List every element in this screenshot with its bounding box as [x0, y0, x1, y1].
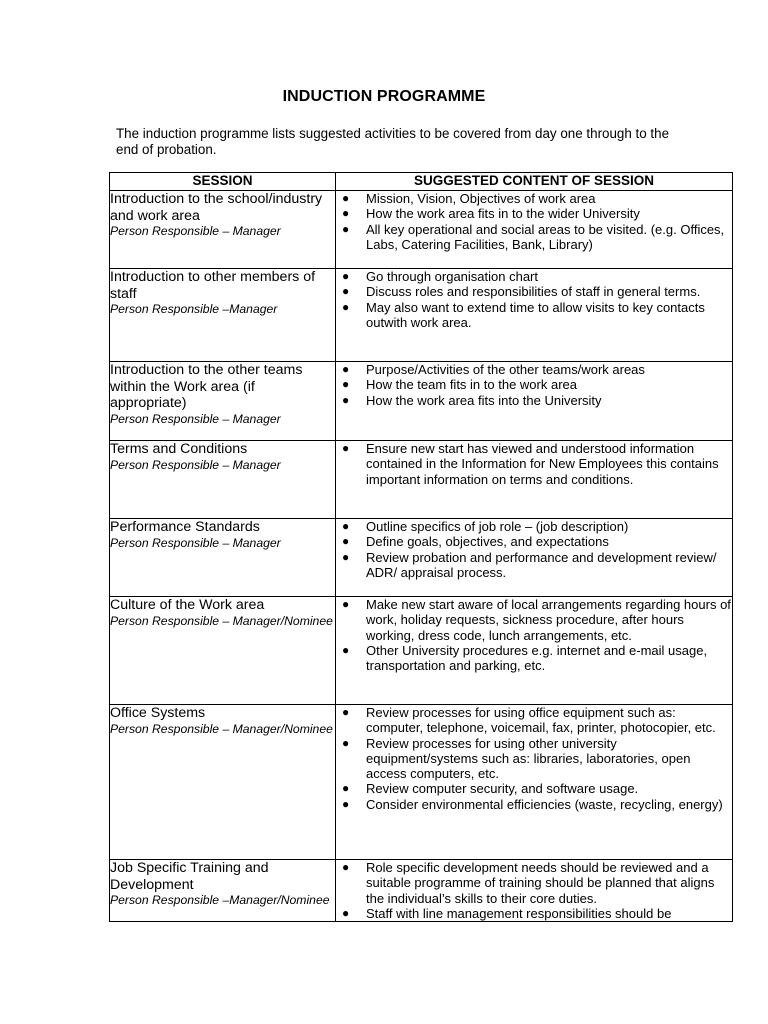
content-cell: [336, 362, 733, 441]
session-cell: [110, 597, 336, 705]
header-content: SUGGESTED CONTENT OF SESSION: [336, 173, 733, 191]
list-item: ● Review processes for using other university equipment/systems such as: libraries, laboratories, open access computers, etc.: [342, 735, 691, 782]
list-item: ● Discuss roles and responsibilities of staff in general terms.: [342, 284, 701, 300]
table-row: [110, 269, 733, 362]
person-responsible: Person Responsible –Manager/Nominee: [110, 893, 330, 907]
content-cell: [336, 441, 733, 519]
table-row: [110, 705, 733, 860]
list-item: ● Go through organisation chart: [342, 269, 538, 284]
session-title: Office Systems: [110, 705, 206, 721]
list-item: ● Make new start aware of local arrangements regarding hours of work, holiday requests, sickness procedure, after hours working, dress code, lunch arrangements, etc.: [342, 597, 731, 643]
list-item: ● Review probation and performance and development review/ ADR/ appraisal process.: [342, 549, 717, 580]
list-item: ● Other University procedures e.g. internet and e-mail usage, transportation and parking, etc.: [342, 642, 708, 674]
table-row: [110, 441, 733, 519]
induction-table: [109, 172, 733, 922]
list-item: ● How the team fits in to the work area: [342, 377, 577, 393]
list-item: ● How the work area fits in to the wider University: [342, 206, 640, 222]
session-title: Performance Standards: [110, 519, 260, 535]
bullet-icon: ●: [342, 735, 350, 750]
bullet-icon: ●: [342, 299, 350, 314]
person-responsible: Person Responsible –Manager: [110, 302, 278, 316]
bullet-icon: ●: [342, 392, 350, 407]
list-item: ● Review computer security, and software usage.: [342, 781, 639, 797]
person-responsible: Person Responsible – Manager: [110, 411, 281, 426]
bullet-icon: ●: [342, 597, 350, 611]
bullet-icon: ●: [342, 781, 350, 796]
bullet-icon: ●: [342, 221, 350, 236]
bullet-icon: ●: [342, 796, 350, 811]
list-item: ● Purpose/Activities of the other teams/work areas: [342, 362, 645, 377]
bullet-icon: ●: [342, 549, 350, 564]
list-item: ● How the work area fits into the University: [342, 392, 602, 408]
bullet-icon: ●: [342, 284, 350, 299]
list-item: ● Consider environmental efficiencies (waste, recycling, energy): [342, 796, 723, 812]
bullet-icon: ●: [342, 441, 350, 455]
bullet-icon: ●: [342, 519, 350, 533]
bullet-icon: ●: [342, 269, 350, 283]
table-header-row: [110, 173, 733, 191]
list-item: ● Outline specifics of job role – (job description): [342, 519, 629, 534]
session-cell: [110, 191, 336, 269]
session-cell: [110, 705, 336, 860]
person-responsible: Person Responsible – Manager/Nominee: [110, 721, 333, 736]
list-item: ● Define goals, objectives, and expectations: [342, 534, 609, 550]
session-cell: [110, 441, 336, 519]
list-item: ● Role specific development needs should be reviewed and a suitable programme of training should be planned that aligns the individual’s skills to their core duties.: [342, 860, 715, 906]
table-row: [110, 860, 733, 922]
session-cell: [110, 860, 336, 922]
bullet-icon: ●: [342, 642, 350, 657]
content-cell: [336, 705, 733, 860]
list-item: ● Mission, Vision, Objectives of work area: [342, 191, 596, 206]
table-row: [110, 519, 733, 597]
document-title: INDUCTION PROGRAMME: [282, 88, 486, 105]
bullet-icon: ●: [342, 191, 350, 205]
list-item: ● All key operational and social areas to be visited. (e.g. Offices, Labs, Catering Facilities, Bank, Library): [342, 221, 725, 252]
list-item: ● May also want to extend time to allow visits to key contacts outwith work area.: [342, 299, 705, 330]
person-responsible: Person Responsible – Manager: [110, 535, 281, 550]
content-cell: [336, 191, 733, 269]
table-row: [110, 362, 733, 441]
session-title: Introduction to other members of staff: [110, 269, 316, 302]
bullet-icon: ●: [342, 534, 350, 549]
bullet-icon: ●: [342, 905, 350, 920]
person-responsible: Person Responsible – Manager: [110, 457, 281, 472]
bullet-icon: ●: [342, 362, 350, 376]
session-cell: [110, 519, 336, 597]
list-item: ● Review processes for using office equipment such as: computer, telephone, voicemail, fax, printer, photocopier, etc.: [342, 705, 716, 736]
bullet-icon: ●: [342, 705, 350, 719]
content-cell: [336, 519, 733, 597]
session-cell: [110, 362, 336, 441]
session-title: Introduction to the other teams within the Work area (if appropriate): [110, 362, 303, 411]
person-responsible: Person Responsible – Manager/Nominee: [110, 613, 333, 628]
list-item: ● Staff with line management responsibilities should be: [342, 905, 672, 921]
table-row: [110, 191, 733, 269]
session-title: Job Specific Training and Development: [110, 860, 269, 893]
person-responsible: Person Responsible – Manager: [110, 224, 281, 238]
session-cell: [110, 269, 336, 362]
session-title: Culture of the Work area: [110, 597, 265, 613]
content-cell: [336, 597, 733, 705]
bullet-icon: ●: [342, 377, 350, 392]
content-cell: [336, 269, 733, 362]
content-cell: [336, 860, 733, 922]
bullet-icon: ●: [342, 860, 350, 874]
intro-paragraph: The induction programme lists suggested activities to be covered from day one through to the end of probation.: [116, 126, 670, 157]
list-item: ● Ensure new start has viewed and understood information contained in the Information for New Employees this contains important information on terms and conditions.: [342, 441, 719, 487]
table-row: [110, 597, 733, 705]
header-session: SESSION: [110, 173, 336, 191]
session-title: Terms and Conditions: [110, 441, 248, 457]
bullet-icon: ●: [342, 206, 350, 221]
session-title: Introduction to the school/industry and work area: [110, 191, 323, 224]
